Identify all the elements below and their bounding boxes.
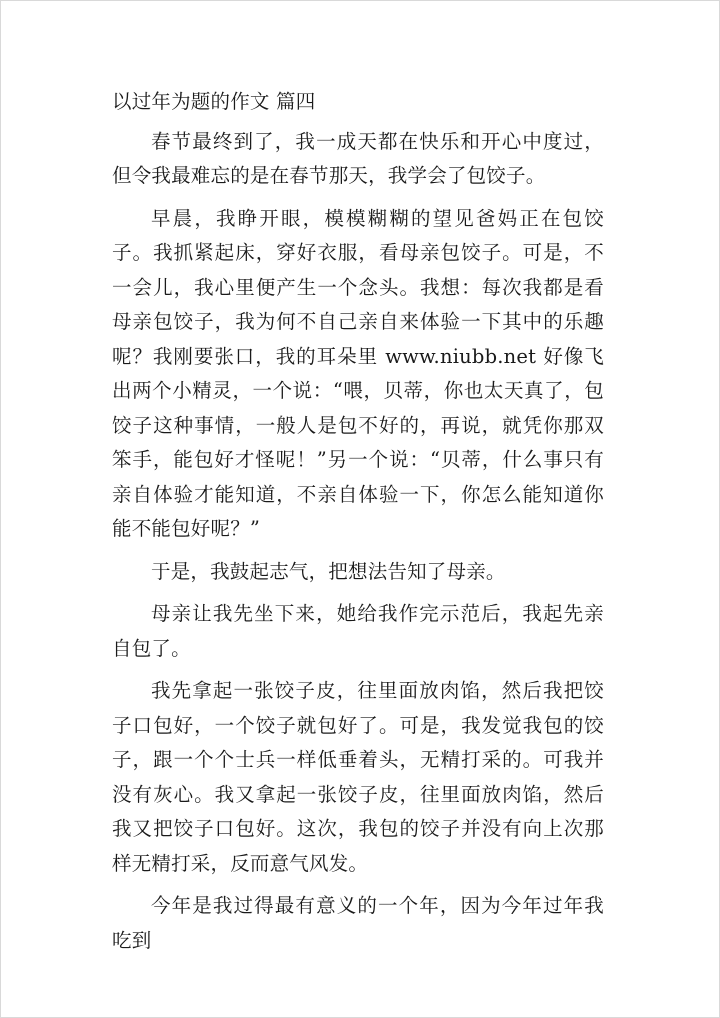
paragraph-1: 春节最终到了，我一成天都在快乐和开心中度过，但令我最难忘的是在春节那天，我学会了包饺子。 xyxy=(112,129,604,187)
paragraph-5: 我先拿起一张饺子皮，往里面放肉馅，然后我把饺子口包好，一个饺子就包好了。可是，我发觉我包的饺子，跟一个个士兵一样低垂着头，无精打采的。可我并没有灰心。我又拿起一张饺子皮，往里面放肉馅，然后我又把饺子口包好。这次，我包的饺子并没有向上次那样无精打采，反而意气风发。 xyxy=(112,679,604,875)
paragraph-3: 于是，我鼓起志气，把想法告知了母亲。 xyxy=(151,559,506,583)
document-body xyxy=(112,85,604,966)
paragraph-6: 今年是我过得最有意义的一个年，因为今年过年我吃到 xyxy=(112,894,604,952)
essay-title: 以过年为题的作文 篇四 xyxy=(112,90,316,113)
paragraph-4: 母亲让我先坐下来，她给我作完示范后，我起先亲自包了。 xyxy=(112,602,604,660)
paragraph-2: 早晨，我睁开眼，模模糊糊的望见爸妈正在包饺子。我抓紧起床，穿好衣服，看母亲包饺子。可是，不一会儿，我心里便产生一个念头。我想：每次我都是看母亲包饺子，我为何不自己亲自来体验一下其中的乐趣呢？我刚要张口，我的耳朵里 www.niubb.net 好像飞出两个小精灵，一个说：“喂，贝蒂，你也太天真了，包饺子这种事情，一般人是包不好的，再说，就凭你那双笨手，能包好才怪呢！”另一个说：“贝蒂，什么事只有亲自体验才能知道，不亲自体验一下，你怎么能知道你能不能包好呢？” xyxy=(112,206,604,540)
